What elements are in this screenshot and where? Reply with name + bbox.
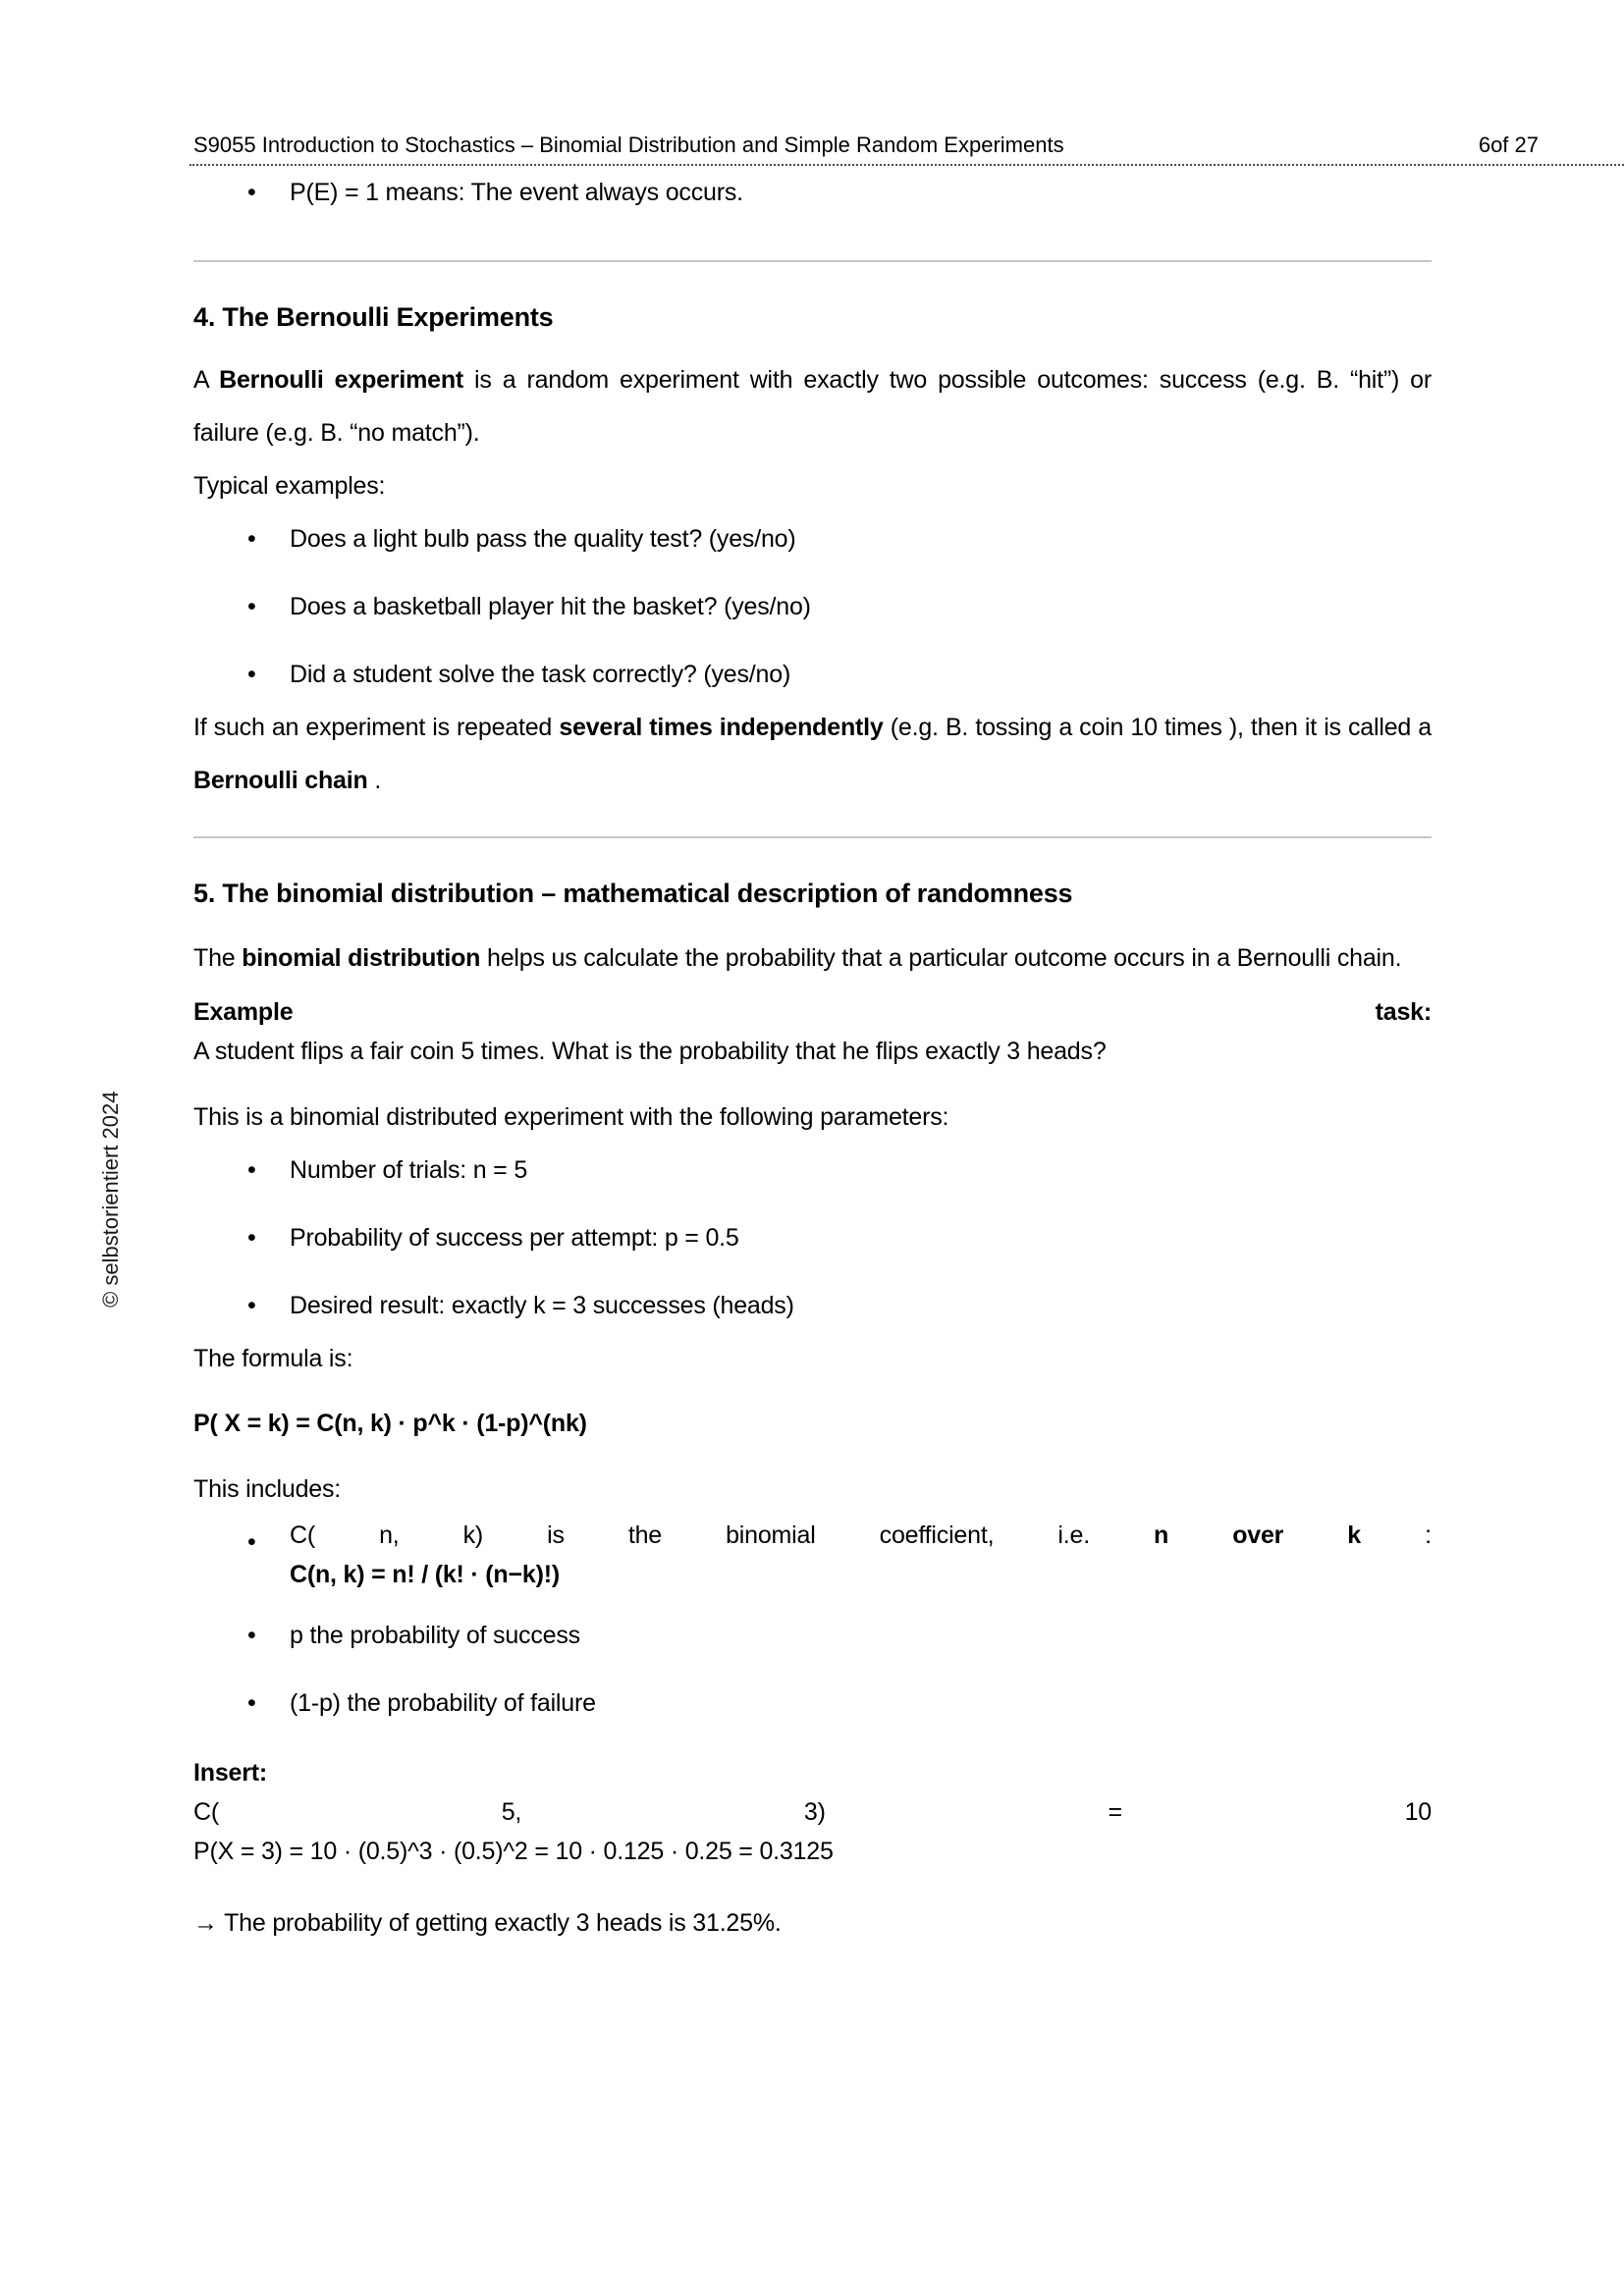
section-divider (193, 836, 1432, 838)
text-run: i.e. (1057, 1522, 1090, 1549)
list-item (193, 648, 1432, 701)
bold-text-run: n (1154, 1522, 1169, 1549)
list-item (193, 580, 1432, 633)
text-run: : (1425, 1522, 1432, 1549)
bullet-icon: • (247, 1622, 256, 1649)
bullet-icon: • (247, 525, 256, 553)
list-item-text: p the probability of success (290, 1622, 580, 1649)
examples-list (193, 512, 1432, 701)
text-run: C( (193, 1798, 219, 1826)
bullet-icon: • (247, 1292, 256, 1319)
bold-text-run: Bernoulli experiment (219, 366, 464, 394)
copyright-sidenote: © selbstorientiert 2024 (98, 1091, 123, 1308)
list-item (193, 1144, 1432, 1197)
coefficient-definition-row (290, 1516, 1432, 1555)
text-run: 3) (803, 1798, 826, 1826)
section-divider (193, 260, 1432, 262)
text-run: If such an experiment is repeated (193, 714, 560, 741)
text-run: is (547, 1522, 565, 1549)
list-item-text: (1-p) the probability of failure (290, 1689, 596, 1717)
text-run: 5, (501, 1798, 522, 1826)
page-header (189, 0, 1624, 166)
example-question: A student flips a fair coin 5 times. What is the probability that he flips exactly 3 heads? (193, 1038, 1107, 1065)
text-run: helps us calculate the probability that a particular outcome occurs in a Bernoulli chain. (480, 944, 1402, 972)
list-item-text: Did a student solve the task correctly? (yes/no) (290, 661, 791, 688)
header-title: S9055 Introduction to Stochastics – Binomial Distribution and Simple Random Experiments (193, 133, 1064, 157)
section4-heading: 4. The Bernoulli Experiments (193, 302, 554, 332)
list-item-text: Does a basketball player hit the basket? (yes/no) (290, 593, 811, 620)
text-run: A (193, 366, 220, 394)
text-run: k) (462, 1522, 484, 1549)
parameters-label: This is a binomial distributed experiment with the following parameters: (193, 1103, 949, 1131)
list-item (193, 1516, 1432, 1594)
coefficient-item (290, 1516, 1432, 1594)
bold-text-run: k (1347, 1522, 1362, 1549)
example-label: Example (193, 998, 294, 1026)
insert-calculation-row (193, 1792, 1432, 1832)
insert-label: Insert: (193, 1759, 268, 1787)
conclusion-line: → The probability of getting exactly 3 heads is 31.25%. (193, 1909, 782, 1937)
probability-calculation: P(X = 3) = 10 · (0.5)^3 · (0.5)^2 = 10 · 0.125 · 0.25 = 0.3125 (193, 1838, 834, 1865)
coefficient-formula: C(n, k) = n! / (k! · (n−k)!) (290, 1561, 560, 1588)
text-run: coefficient, (879, 1522, 995, 1549)
text-run: (e.g. B. tossing a coin 10 times ), then it is called a (883, 714, 1432, 741)
text-run: . (367, 767, 382, 794)
insert-block (193, 1753, 1432, 1871)
example-task-row (193, 992, 1432, 1032)
list-item (193, 1677, 1432, 1730)
bullet-icon: • (247, 1689, 256, 1717)
bold-text-run: binomial distribution (242, 944, 481, 972)
text-run: n, (379, 1522, 400, 1549)
section5-heading: 5. The binomial distribution – mathematical description of randomness (193, 879, 1073, 908)
bullet-icon: • (247, 1224, 256, 1252)
bullet-icon: • (247, 179, 256, 206)
bold-text-run: Bernoulli chain (193, 767, 368, 794)
formula-label: The formula is: (193, 1345, 353, 1372)
bold-text-run: several times independently (559, 714, 884, 741)
bullet-icon: • (247, 1528, 256, 1556)
examples-label: Typical examples: (193, 472, 386, 500)
list-item-text: Desired result: exactly k = 3 successes (heads) (290, 1292, 794, 1319)
example-task-block (193, 992, 1432, 1071)
section4-intro-paragraph (193, 353, 1432, 459)
header-page-number: 6of 27 (1478, 133, 1539, 157)
text-run: is a random experiment with exactly two possible outcomes: success (e.g. B. “hit”) or failure (e.g. B. “no match”). (193, 366, 1432, 447)
bullet-icon: • (247, 1156, 256, 1184)
list-item (193, 1609, 1432, 1662)
bullet-icon: • (247, 661, 256, 688)
list-item (193, 512, 1432, 565)
list-item-text: Probability of success per attempt: p = 0.5 (290, 1224, 739, 1252)
text-run: binomial (726, 1522, 816, 1549)
bullet-icon: • (247, 593, 256, 620)
list-item-text: P(E) = 1 means: The event always occurs. (290, 179, 743, 206)
list-item (193, 166, 1432, 219)
text-run: C( (290, 1522, 315, 1549)
text-run: the (627, 1522, 662, 1549)
page-header-row (189, 133, 1539, 158)
includes-label: This includes: (193, 1475, 342, 1503)
bold-text-run: over (1232, 1522, 1284, 1549)
binomial-formula: P( X = k) = C(n, k) · p^k · (1-p)^(nk) (193, 1410, 587, 1437)
list-item-text: Number of trials: n = 5 (290, 1156, 528, 1184)
document-body (193, 166, 1432, 1949)
list-item (193, 1211, 1432, 1264)
parameters-list (193, 1144, 1432, 1332)
list-item-text: Does a light bulb pass the quality test? (yes/no) (290, 525, 796, 553)
text-run: 10 (1404, 1798, 1432, 1826)
list-item (193, 1279, 1432, 1332)
text-run: = (1108, 1798, 1122, 1826)
text-run: The (193, 944, 243, 972)
intro-bullet-list (193, 166, 1432, 219)
bernoulli-chain-paragraph (193, 701, 1432, 807)
includes-list (193, 1516, 1432, 1730)
section5-intro-paragraph (193, 932, 1432, 985)
task-label: task: (1375, 998, 1432, 1026)
